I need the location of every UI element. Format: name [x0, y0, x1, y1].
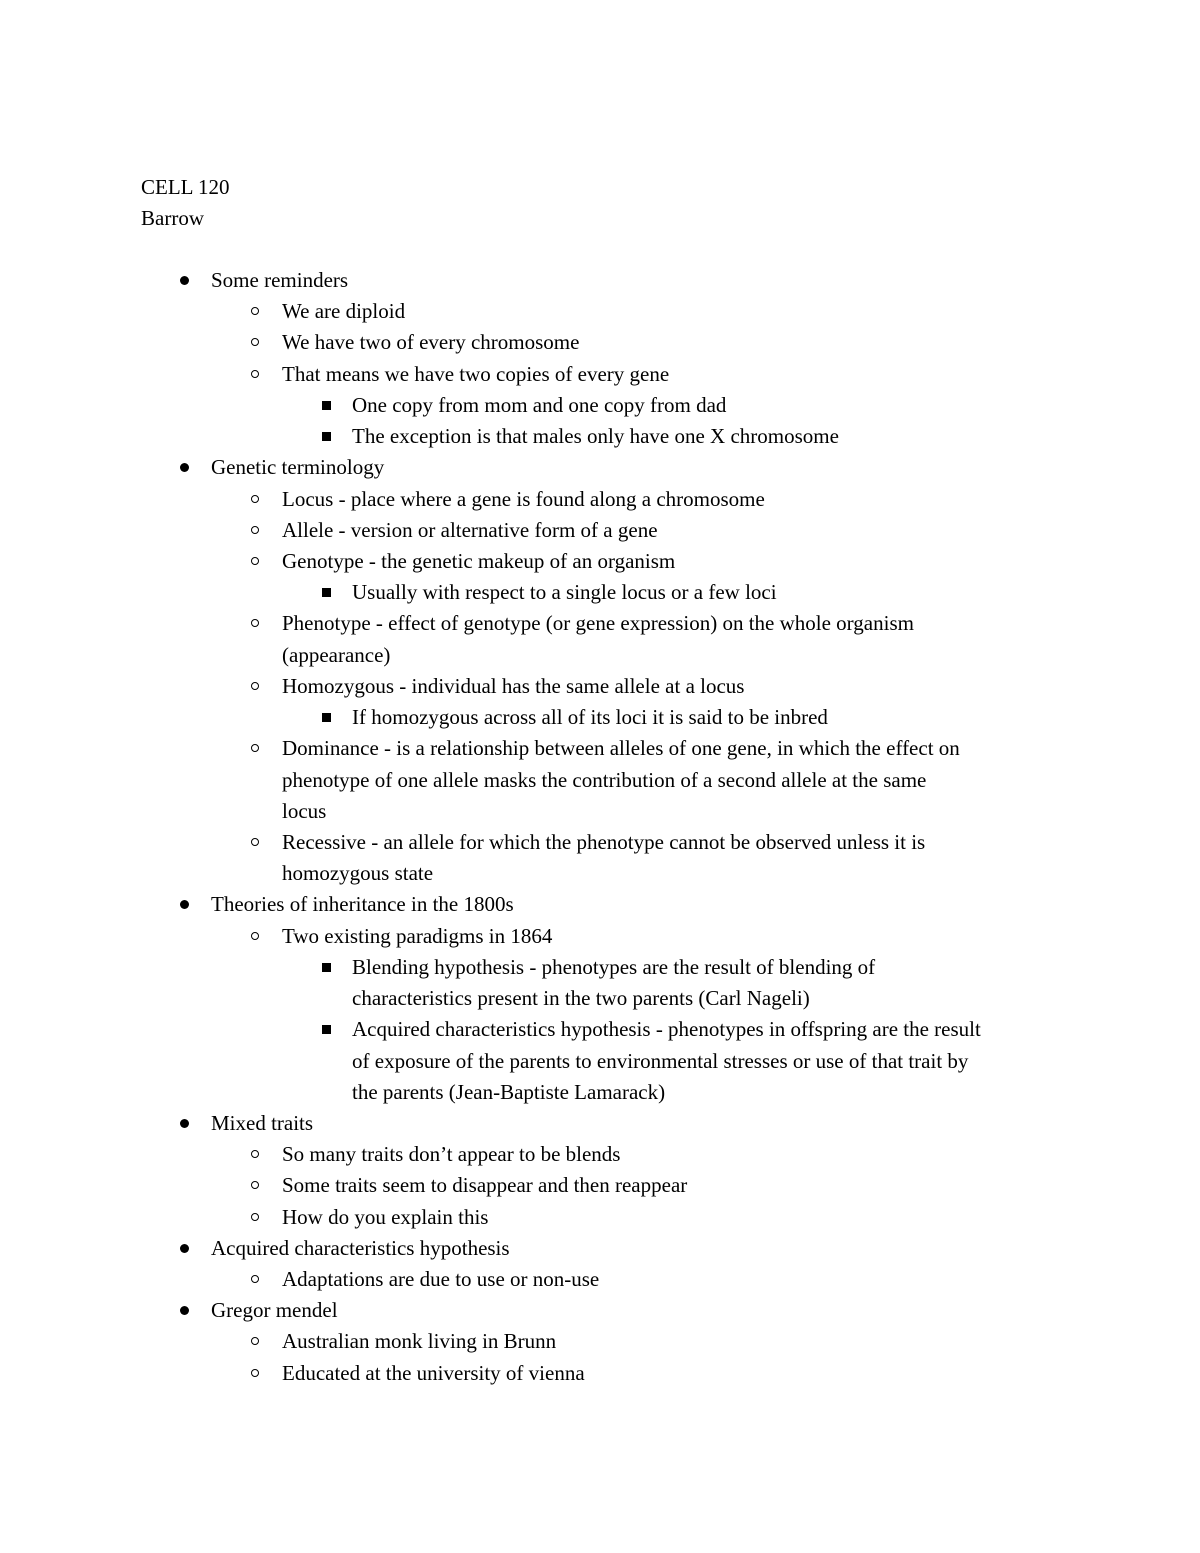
- sub-point-text: So many traits don’t appear to be blends: [282, 1142, 621, 1167]
- sub-point-text: phenotype of one allele masks the contribution of a second allele at the same: [282, 767, 927, 792]
- detail-point-text: characteristics present in the two parents (Carl Nageli): [352, 986, 810, 1011]
- detail-point-text: Usually with respect to a single locus or a few loci: [352, 580, 777, 605]
- main-point-text: Theories of inheritance in the 1800s: [211, 892, 514, 917]
- main-point-text: Mixed traits: [211, 1110, 314, 1135]
- circle-bullet-icon: [251, 1213, 259, 1221]
- circle-bullet-icon: [251, 338, 259, 346]
- square-bullet-icon: [322, 432, 331, 441]
- sub-point-text: Educated at the university of vienna: [282, 1360, 585, 1385]
- circle-bullet-icon: [251, 932, 259, 940]
- square-bullet-icon: [322, 1025, 331, 1034]
- sub-point-text: locus: [282, 798, 327, 823]
- sub-point-text: (appearance): [282, 642, 391, 667]
- sub-point-text: How do you explain this: [282, 1204, 489, 1229]
- detail-point-text: If homozygous across all of its loci it is said to be inbred: [352, 705, 828, 730]
- circle-bullet-icon: [251, 495, 259, 503]
- sub-point-text: Some traits seem to disappear and then reappear: [282, 1173, 688, 1198]
- main-point-text: Gregor mendel: [211, 1298, 338, 1323]
- square-bullet-icon: [322, 588, 331, 597]
- sub-point-text: Phenotype - effect of genotype (or gene expression) on the whole organism: [282, 611, 914, 636]
- circle-bullet-icon: [251, 1181, 259, 1189]
- sub-point-text: homozygous state: [282, 861, 434, 886]
- square-bullet-icon: [322, 963, 331, 972]
- sub-point-text: That means we have two copies of every gene: [282, 361, 670, 386]
- disc-bullet-icon: [180, 276, 189, 285]
- sub-point-text: We are diploid: [282, 299, 406, 324]
- main-point-text: Some reminders: [211, 268, 349, 292]
- circle-bullet-icon: [251, 744, 259, 752]
- disc-bullet-icon: [180, 1306, 189, 1315]
- detail-point-text: One copy from mom and one copy from dad: [352, 392, 727, 417]
- main-point-text: Genetic terminology: [211, 455, 385, 480]
- sub-point-text: Dominance - is a relationship between alleles of one gene, in which the effect on: [282, 736, 960, 761]
- circle-bullet-icon: [251, 619, 259, 627]
- square-bullet-icon: [322, 401, 331, 410]
- sub-point-text: Locus - place where a gene is found along a chromosome: [282, 486, 765, 511]
- sub-point-text: Recessive - an allele for which the phenotype cannot be observed unless it is: [282, 829, 926, 854]
- disc-bullet-icon: [180, 1244, 189, 1253]
- course-title: CELL 120: [141, 175, 230, 199]
- detail-point-text: Acquired characteristics hypothesis - phenotypes in offspring are the result: [352, 1017, 981, 1042]
- detail-point-text: Blending hypothesis - phenotypes are the result of blending of: [352, 954, 876, 979]
- detail-point-text: The exception is that males only have one X chromosome: [352, 424, 839, 449]
- disc-bullet-icon: [180, 900, 189, 909]
- detail-point-text: the parents (Jean-Baptiste Lamarack): [352, 1079, 666, 1104]
- circle-bullet-icon: [251, 307, 259, 315]
- sub-point-text: Genotype - the genetic makeup of an organism: [282, 548, 676, 573]
- sub-point-text: We have two of every chromosome: [282, 330, 580, 355]
- circle-bullet-icon: [251, 1337, 259, 1345]
- detail-point-text: of exposure of the parents to environmental stresses or use of that trait by: [352, 1048, 969, 1073]
- circle-bullet-icon: [251, 526, 259, 534]
- square-bullet-icon: [322, 713, 331, 722]
- circle-bullet-icon: [251, 557, 259, 565]
- sub-point-text: Adaptations are due to use or non-use: [282, 1267, 600, 1292]
- disc-bullet-icon: [180, 463, 189, 472]
- sub-point-text: Australian monk living in Brunn: [282, 1329, 557, 1354]
- circle-bullet-icon: [251, 1369, 259, 1377]
- circle-bullet-icon: [251, 1275, 259, 1283]
- circle-bullet-icon: [251, 682, 259, 690]
- circle-bullet-icon: [251, 1150, 259, 1158]
- circle-bullet-icon: [251, 838, 259, 846]
- sub-point-text: Two existing paradigms in 1864: [282, 923, 553, 948]
- circle-bullet-icon: [251, 370, 259, 378]
- instructor-name: Barrow: [141, 206, 204, 230]
- sub-point-text: Homozygous - individual has the same allele at a locus: [282, 673, 745, 698]
- main-point-text: Acquired characteristics hypothesis: [211, 1235, 510, 1260]
- disc-bullet-icon: [180, 1119, 189, 1128]
- sub-point-text: Allele - version or alternative form of a gene: [282, 517, 658, 542]
